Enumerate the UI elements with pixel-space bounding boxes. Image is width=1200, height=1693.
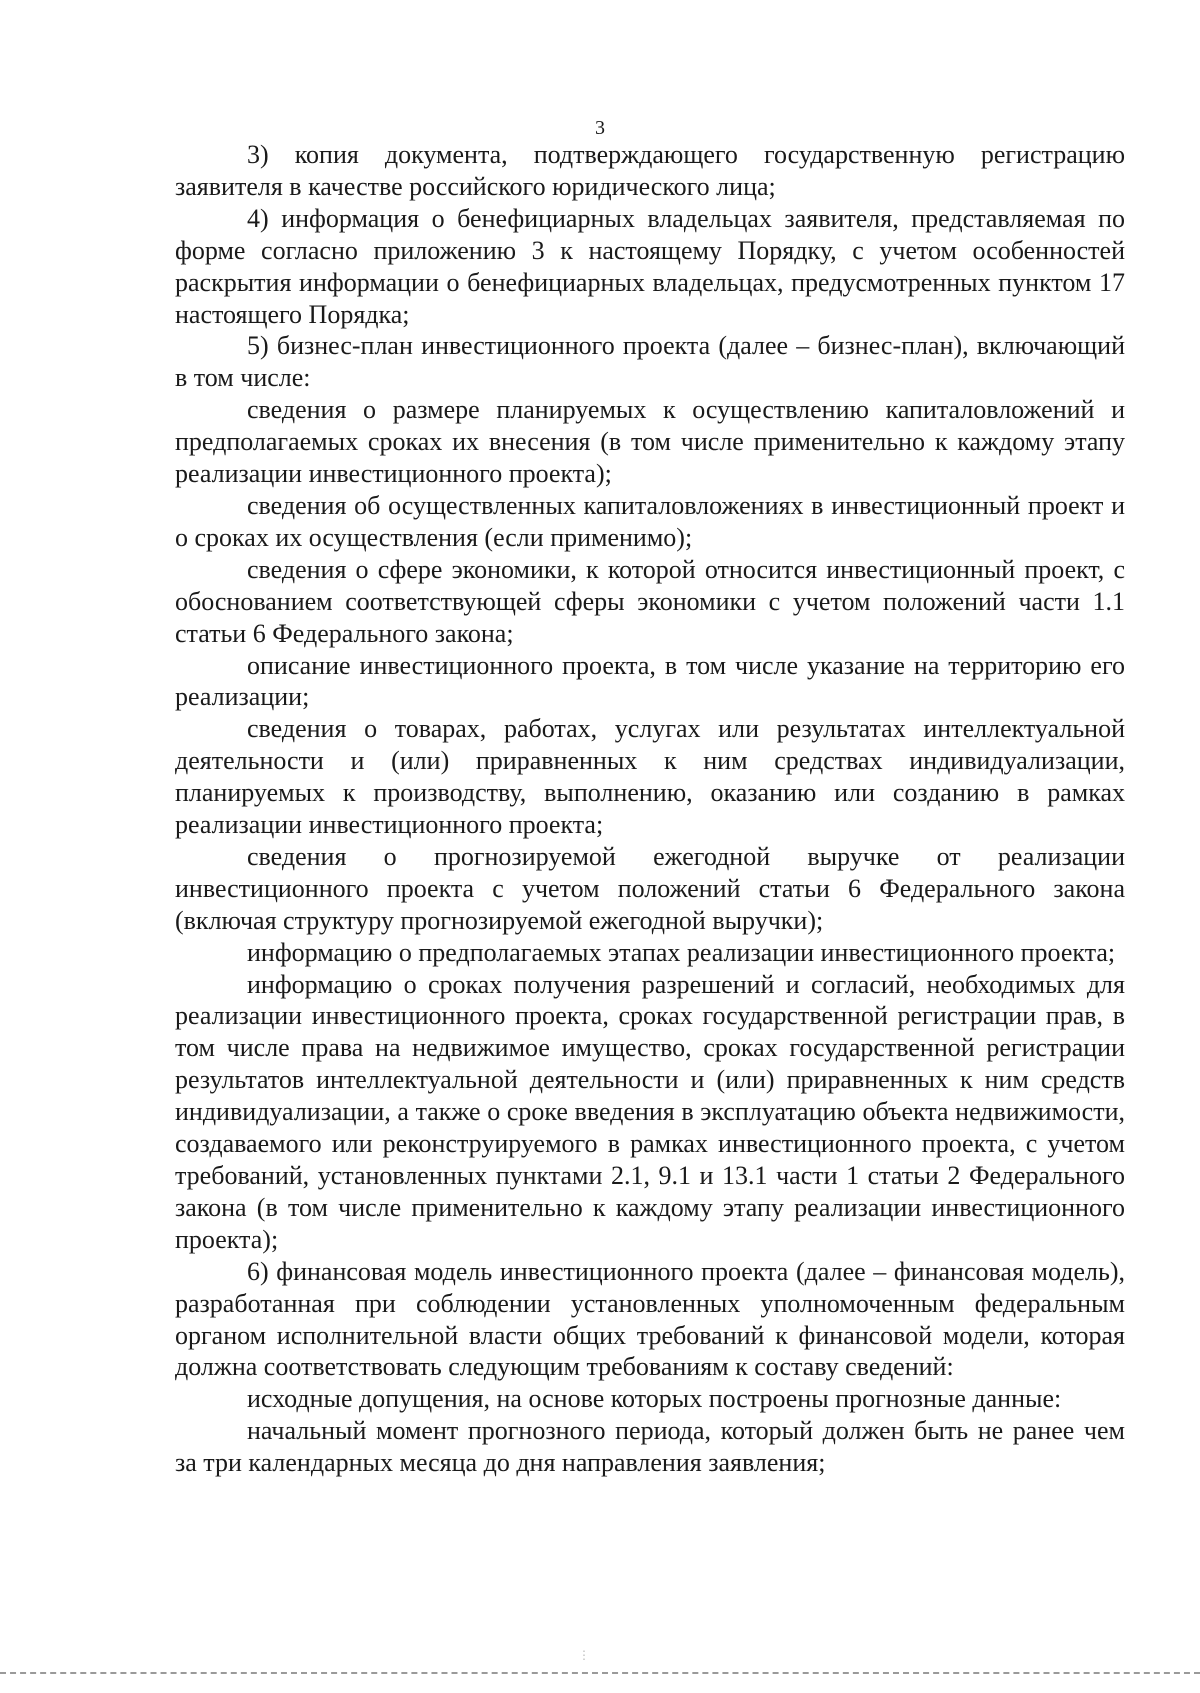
paragraph: исходные допущения, на основе которых построены прогнозные данные: — [247, 1384, 1062, 1414]
paragraph: сведения о сфере экономики, к которой относится инвестиционный проект, с обоснованием соответствующей сферы экономики с учетом положений части 1.1 статьи 6 Федерального закона; — [175, 554, 1125, 648]
page-bottom-rule — [0, 1672, 1200, 1674]
paragraph: сведения об осуществленных капиталовложениях в инвестиционный проект и о сроках их осуществления (если применимо); — [175, 490, 1125, 552]
paragraph: 4) информация о бенефициарных владельцах заявителя, представляемая по форме согласно приложению 3 к настоящему Порядку, с учетом особенностей раскрытия информации о бенефициарных владельцах, предусмотренных пунктом 17 настоящего Порядка; — [175, 203, 1125, 329]
paragraph: 5) бизнес-план инвестиционного проекта (далее – бизнес-план), включающий в том числе: — [175, 331, 1125, 393]
paragraph: сведения о размере планируемых к осуществлению капиталовложений и предполагаемых сроках их внесения (в том числе применительно к каждому этапу реализации инвестиционного проекта); — [175, 395, 1125, 489]
paragraph: описание инвестиционного проекта, в том числе указание на территорию его реализации; — [175, 650, 1125, 712]
paragraph: сведения о товарах, работах, услугах или результатах интеллектуальной деятельности и (или) приравненных к ним средствах индивидуализации, планируемых к производству, выполнению, оказанию или созданию в рамках реализации инвестиционного проекта; — [175, 714, 1125, 840]
paragraph: информацию о сроках получения разрешений и согласий, необходимых для реализации инвестиционного проекта, сроках государственной регистрации прав, в том числе права на недвижимое имущество, сроках государственной регистрации результатов интеллектуальной деятельности и (или) приравненных к ним средств индивидуализации, а также о сроке введения в эксплуатацию объекта недвижимости, создаваемого или реконструируемого в рамках инвестиционного проекта, с учетом требований, установленных пунктами 2.1, 9.1 и 13.1 части 1 статьи 2 Федерального закона (в том числе применительно к каждому этапу реализации инвестиционного проекта); — [175, 969, 1125, 1254]
page-number: 3 — [595, 117, 605, 139]
paragraph: 3) копия документа, подтверждающего государственную регистрацию заявителя в качестве российского юридического лица; — [175, 140, 1125, 201]
paragraph: 6) финансовая модель инвестиционного проекта (далее – финансовая модель), разработанная при соблюдении установленных уполномоченным федеральным органом исполнительной власти общих требований к финансовой модели, которая должна соответствовать следующим требованиям к составу сведений: — [175, 1256, 1125, 1382]
paragraph: начальный момент прогнозного периода, который должен быть не ранее чем за три календарных месяца до дня направления заявления; — [175, 1416, 1125, 1478]
paragraph: информацию о предполагаемых этапах реализации инвестиционного проекта; — [247, 937, 1116, 967]
scan-artifact: ⋮ — [578, 1648, 590, 1662]
paragraph: сведения о прогнозируемой ежегодной выручке от реализации инвестиционного проекта с учетом положений статьи 6 Федерального закона (включая структуру прогнозируемой ежегодной выручки); — [175, 841, 1125, 935]
document-body — [175, 139, 1125, 1479]
